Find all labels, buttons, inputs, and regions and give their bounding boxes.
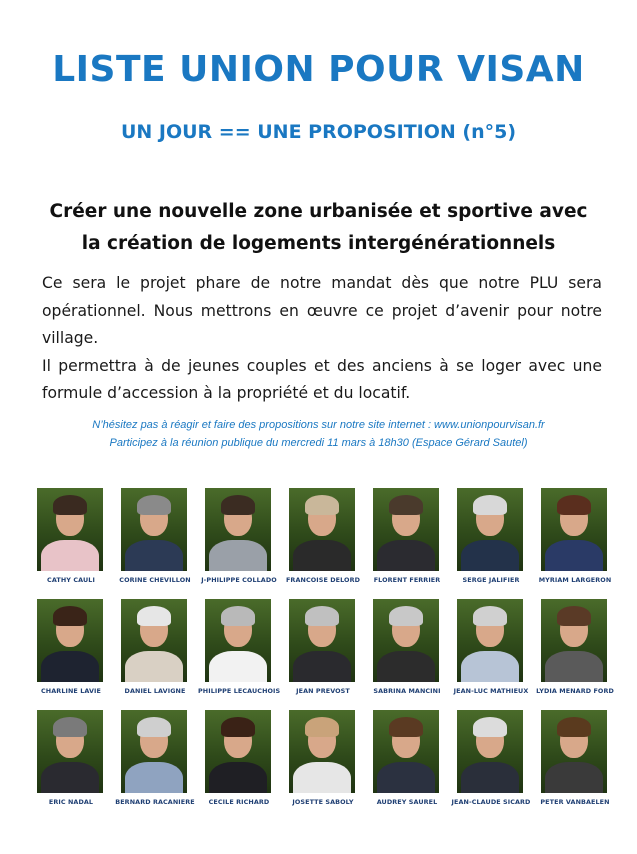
member-photo-hair: [221, 717, 255, 737]
member-photo: [541, 488, 607, 571]
member-card: [366, 599, 448, 710]
headline-line-2: la création de logements intergénérationnels: [81, 233, 556, 254]
member-card: [114, 710, 196, 821]
member-photo-shoulders: [125, 651, 183, 682]
member-photo-hair: [557, 606, 591, 626]
member-photo-shoulders: [293, 540, 351, 571]
member-photo: [289, 488, 355, 571]
member-photo: [205, 710, 271, 793]
member-name: JEAN PREVOST: [296, 687, 350, 695]
member-photo: [373, 599, 439, 682]
member-card: [534, 488, 616, 599]
member-photo-hair: [137, 606, 171, 626]
member-name: PETER VANBAELEN: [540, 798, 610, 806]
member-photo-hair: [557, 717, 591, 737]
member-photo-shoulders: [377, 651, 435, 682]
proposal-headline: [30, 196, 607, 260]
member-name: JEAN-CLAUDE SICARD: [451, 798, 531, 806]
member-photo: [37, 710, 103, 793]
member-photo-shoulders: [461, 651, 519, 682]
member-card: [114, 599, 196, 710]
member-photo: [373, 488, 439, 571]
member-photo-shoulders: [209, 540, 267, 571]
member-photo: [121, 488, 187, 571]
member-photo-hair: [137, 717, 171, 737]
member-name: DANIEL LAVIGNE: [124, 687, 186, 695]
member-photo-hair: [53, 717, 87, 737]
member-photo-hair: [473, 717, 507, 737]
member-name: FLORENT FERRIER: [373, 576, 441, 584]
member-name: MYRIAM LARGERON: [538, 576, 612, 584]
member-photo-shoulders: [209, 762, 267, 793]
member-name: AUDREY SAUREL: [376, 798, 438, 806]
member-photo-shoulders: [461, 540, 519, 571]
member-photo-hair: [389, 606, 423, 626]
member-name: JEAN-LUC MATHIEUX: [453, 687, 529, 695]
member-photo-shoulders: [209, 651, 267, 682]
member-photo-hair: [137, 495, 171, 515]
member-card: [114, 488, 196, 599]
member-name: CATHY CAULI: [47, 576, 95, 584]
member-photo-shoulders: [377, 762, 435, 793]
member-card: [30, 710, 112, 821]
member-name: CORINE CHEVILLON: [119, 576, 191, 584]
member-grid: [30, 488, 616, 821]
member-name: BERNARD RACANIERE: [115, 798, 195, 806]
member-photo: [373, 710, 439, 793]
member-photo-shoulders: [125, 762, 183, 793]
member-name: LYDIA MENARD FORD: [536, 687, 614, 695]
member-photo-hair: [53, 495, 87, 515]
member-photo-shoulders: [545, 651, 603, 682]
member-photo-shoulders: [41, 762, 99, 793]
member-card: [534, 710, 616, 821]
member-card: [450, 599, 532, 710]
member-photo-hair: [221, 495, 255, 515]
member-photo-hair: [389, 495, 423, 515]
member-name: ERIC NADAL: [48, 798, 94, 806]
member-photo-hair: [305, 606, 339, 626]
member-photo-shoulders: [377, 540, 435, 571]
member-photo-hair: [221, 606, 255, 626]
member-name: SERGE JALIFIER: [462, 576, 520, 584]
member-card: [366, 710, 448, 821]
member-photo: [121, 710, 187, 793]
member-photo-shoulders: [293, 651, 351, 682]
member-photo: [205, 488, 271, 571]
member-card: [198, 488, 280, 599]
member-name: CECILE RICHARD: [208, 798, 270, 806]
member-name: JOSETTE SABOLY: [292, 798, 354, 806]
member-photo-hair: [305, 717, 339, 737]
member-card: [450, 488, 532, 599]
member-card: [282, 488, 364, 599]
member-card: [198, 710, 280, 821]
member-photo-hair: [389, 717, 423, 737]
member-card: [30, 488, 112, 599]
member-card: [534, 599, 616, 710]
member-photo-shoulders: [41, 540, 99, 571]
meeting-note: Participez à la réunion publique du mercredi 11 mars à 18h30 (Espace Gérard Sautel): [109, 437, 528, 449]
page-title: LISTE UNION POUR VISAN: [52, 49, 585, 90]
member-photo: [457, 599, 523, 682]
member-card: [30, 599, 112, 710]
page-subtitle: UN JOUR == UNE PROPOSITION (n°5): [120, 121, 517, 143]
member-photo: [457, 488, 523, 571]
member-photo: [541, 599, 607, 682]
member-card: [450, 710, 532, 821]
member-photo: [457, 710, 523, 793]
member-card: [282, 710, 364, 821]
member-photo-hair: [473, 606, 507, 626]
member-photo-hair: [557, 495, 591, 515]
member-photo-shoulders: [41, 651, 99, 682]
member-card: [282, 599, 364, 710]
member-card: [198, 599, 280, 710]
member-name: PHILIPPE LECAUCHOIS: [198, 687, 281, 695]
member-photo-hair: [473, 495, 507, 515]
member-photo: [289, 599, 355, 682]
member-photo-hair: [53, 606, 87, 626]
member-photo-hair: [305, 495, 339, 515]
member-photo-shoulders: [125, 540, 183, 571]
member-photo: [289, 710, 355, 793]
member-photo: [121, 599, 187, 682]
member-card: [366, 488, 448, 599]
proposal-body: [42, 270, 602, 408]
member-photo-shoulders: [461, 762, 519, 793]
member-name: CHARLINE LAVIE: [41, 687, 101, 695]
member-photo: [541, 710, 607, 793]
member-photo-shoulders: [545, 540, 603, 571]
member-photo: [37, 599, 103, 682]
member-name: J-PHILIPPE COLLADO: [201, 576, 277, 584]
proposal-paragraph-1: Ce sera le projet phare de notre mandat dès que notre PLU sera opérationnel. Nous mettrons en œuvre ce projet d’avenir pour notre village.: [42, 274, 602, 347]
member-photo: [37, 488, 103, 571]
member-name: SABRINA MANCINI: [373, 687, 441, 695]
headline-line-1: Créer une nouvelle zone urbanisée et sportive avec: [49, 201, 588, 222]
member-photo: [205, 599, 271, 682]
website-note: N’hésitez pas à réagir et faire des propositions sur notre site internet : www.unionpourvisan.fr: [92, 419, 545, 431]
member-photo-shoulders: [545, 762, 603, 793]
member-photo-shoulders: [293, 762, 351, 793]
member-name: FRANCOISE DELORD: [285, 576, 361, 584]
proposal-paragraph-2: Il permettra à de jeunes couples et des anciens à se loger avec une formule d’accession à la propriété et du locatif.: [42, 356, 602, 402]
